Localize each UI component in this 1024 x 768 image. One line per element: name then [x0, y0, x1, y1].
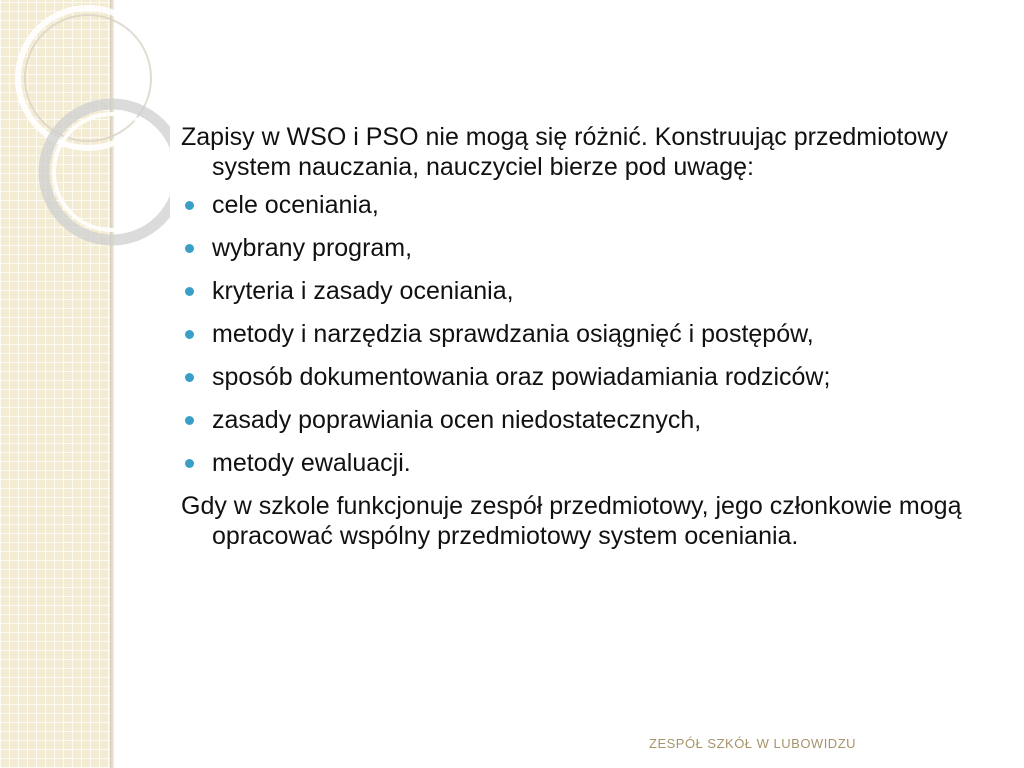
decorative-rings [0, 0, 170, 260]
bullet-text: zasady poprawiania ocen niedostatecznych, [212, 406, 702, 434]
bullet-item [181, 276, 991, 306]
bullet-dot-icon [185, 287, 194, 296]
bullet-dot-icon [185, 330, 194, 339]
bullet-item [181, 190, 991, 220]
bullet-item [181, 319, 991, 349]
bullet-dot-icon [185, 459, 194, 468]
bullet-text: metody i narzędzia sprawdzania osiągnięć i postępów, [212, 320, 814, 348]
bullet-dot-icon [185, 201, 194, 210]
decorative-ring-white [54, 114, 170, 230]
bullet-text: metody ewaluacji. [212, 449, 411, 477]
intro-paragraph: Zapisy w WSO i PSO nie mogą się różnić. Konstruując przedmiotowy system nauczania, nauczyciel bierze pod uwagę: [181, 123, 948, 181]
bullet-text: kryteria i zasady oceniania, [212, 277, 514, 305]
bullet-item [181, 362, 991, 392]
bullet-dot-icon [185, 244, 194, 253]
decorative-ring-gray [44, 104, 170, 240]
bullet-text: sposób dokumentowania oraz powiadamiania rodziców; [212, 363, 831, 391]
slide-body [181, 122, 991, 559]
bullet-text: wybrany program, [212, 234, 413, 262]
bullet-item [181, 405, 991, 435]
bullet-item [181, 233, 991, 263]
bullet-text: cele oceniania, [212, 191, 379, 219]
decorative-ring-large [18, 8, 158, 148]
bullet-item [181, 448, 991, 478]
bullet-list [181, 190, 991, 478]
closing-paragraph: Gdy w szkole funkcjonuje zespół przedmiotowy, jego członkowie mogą opracować wspólny przedmiotowy system oceniania. [181, 492, 962, 550]
bullet-dot-icon [185, 416, 194, 425]
footer-school-name: ZESPÓŁ SZKÓŁ W LUBOWIDZU [649, 736, 857, 751]
decorative-ring-large-inner [25, 15, 151, 141]
bullet-dot-icon [185, 373, 194, 382]
